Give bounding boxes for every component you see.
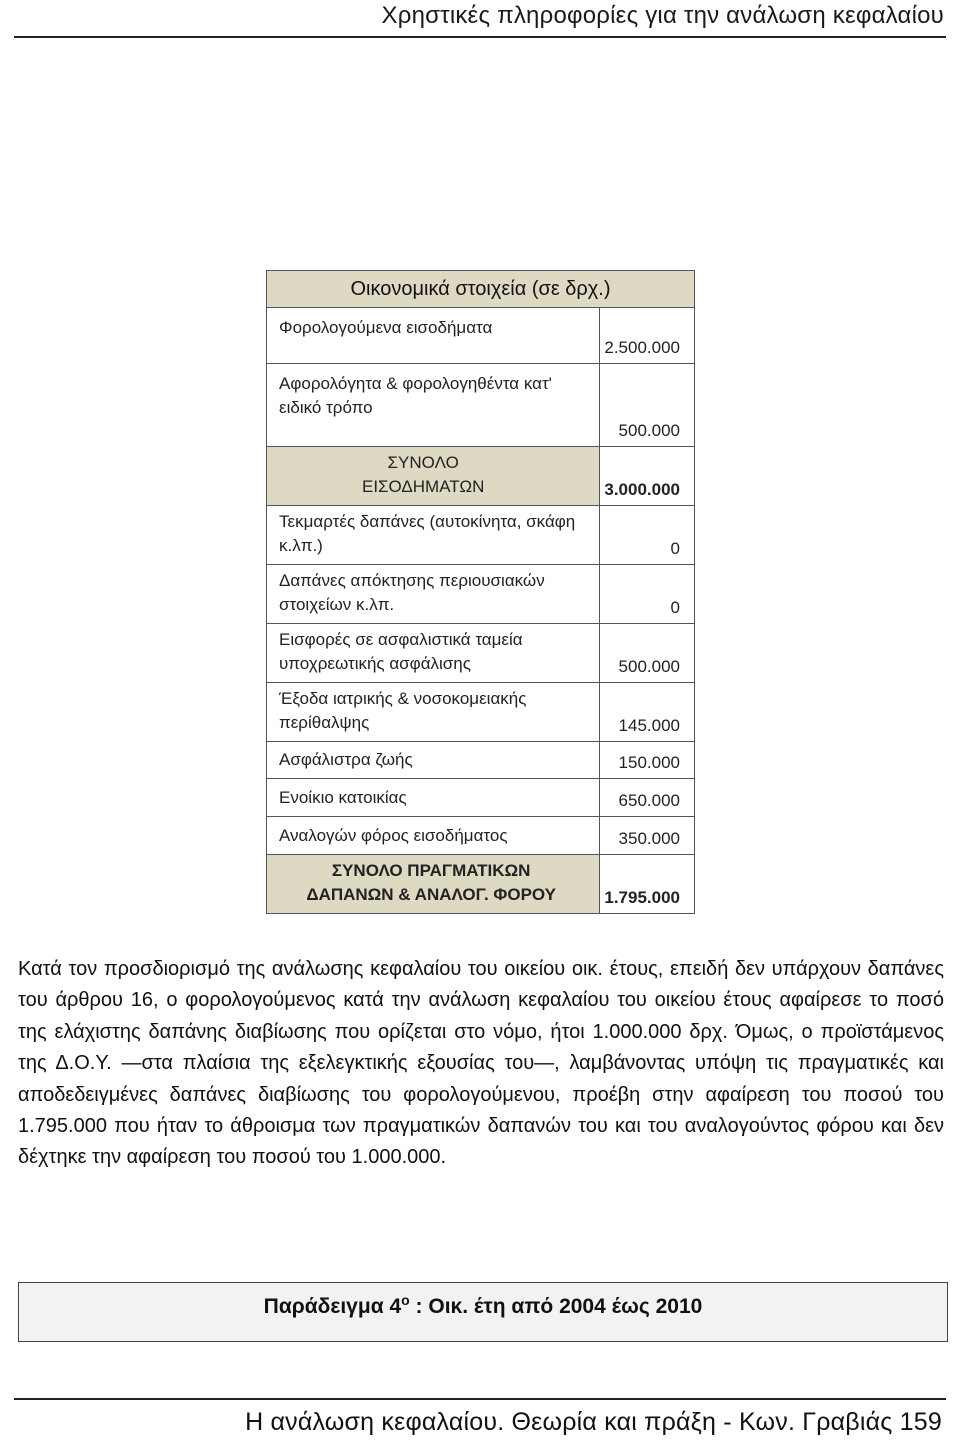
row-label: Αφορολόγητα & φορολογηθέντα κατ' ειδικό τρόπο [267, 364, 600, 447]
example-title [19, 1292, 947, 1319]
example-title-suffix: : Οικ. έτη από 2004 έως 2010 [409, 1295, 703, 1318]
financial-data-table [266, 270, 695, 914]
table-row [267, 624, 695, 683]
total-income-label: ΣΥΝΟΛΟ ΕΙΣΟΔΗΜΑΤΩΝ [267, 447, 600, 506]
table-row-total [267, 447, 695, 506]
example-title-superscript: ο [401, 1292, 410, 1308]
footer-divider [14, 1398, 946, 1400]
row-value: 0 [600, 506, 695, 565]
total-expenses-label: ΣΥΝΟΛΟ ΠΡΑΓΜΑΤΙΚΩΝ ΔΑΠΑΝΩΝ & ΑΝΑΛΟΓ. ΦΟΡΟΥ [267, 855, 600, 914]
table-row [267, 364, 695, 447]
footer-text: Η ανάλωση κεφαλαίου. Θεωρία και πράξη - Κων. Γραβιάς 159 [245, 1408, 942, 1436]
row-value: 500.000 [600, 364, 695, 447]
example-heading-box [18, 1282, 948, 1342]
header-title: Χρηστικές πληροφορίες για την ανάλωση κεφαλαίου [381, 2, 944, 29]
row-value: 2.500.000 [600, 308, 695, 364]
row-label: Φορολογούμενα εισοδήματα [267, 308, 600, 364]
table-title-row [267, 271, 695, 308]
table-row [267, 506, 695, 565]
row-value: 0 [600, 565, 695, 624]
header-divider [14, 36, 946, 38]
table-row-total [267, 855, 695, 914]
row-value: 150.000 [600, 742, 695, 779]
total-expenses-value: 1.795.000 [600, 855, 695, 914]
table-row [267, 683, 695, 742]
table-row [267, 565, 695, 624]
row-value: 350.000 [600, 817, 695, 855]
row-label: Εισφορές σε ασφαλιστικά ταμεία υποχρεωτικής ασφάλισης [267, 624, 600, 683]
row-value: 145.000 [600, 683, 695, 742]
row-label: Ενοίκιο κατοικίας [267, 779, 600, 817]
table-row [267, 742, 695, 779]
row-label: Ασφάλιστρα ζωής [267, 742, 600, 779]
total-income-value: 3.000.000 [600, 447, 695, 506]
row-label: Δαπάνες απόκτησης περιουσιακών στοιχείων κ.λπ. [267, 565, 600, 624]
row-value: 650.000 [600, 779, 695, 817]
row-label: Αναλογών φόρος εισοδήματος [267, 817, 600, 855]
table-title: Οικονομικά στοιχεία (σε δρχ.) [267, 271, 695, 308]
page-header [14, 0, 946, 40]
row-value: 500.000 [600, 624, 695, 683]
row-label: Έξοδα ιατρικής & νοσοκομειακής περίθαλψης [267, 683, 600, 742]
example-title-prefix: Παράδειγμα 4 [263, 1295, 402, 1318]
table-row [267, 817, 695, 855]
table-row [267, 779, 695, 817]
row-label: Τεκμαρτές δαπάνες (αυτοκίνητα, σκάφη κ.λπ.) [267, 506, 600, 565]
table-row [267, 308, 695, 364]
explanation-paragraph: Κατά τον προσδιορισμό της ανάλωσης κεφαλαίου του οικείου οικ. έτους, επειδή δεν υπάρχουν δαπάνες του άρθρου 16, ο φορολογούμενος κατά την ανάλωση κεφαλαίου του οικείου έτους αφαίρεσε το ποσό της ελάχιστης δαπάνης διαβίωσης που ορίζεται στο νόμο, ήτοι 1.000.000 δρχ. Όμως, ο προϊστάμενος της Δ.Ο.Υ. —στα πλαίσια της εξελεγκτικής εξουσίας του—, λαμβάνοντας υπόψη τις πραγματικές και αποδεδειγμένες δαπάνες διαβίωσης του φορολογούμενου, προέβη στην αφαίρεση του ποσού του 1.795.000 που ήταν το άθροισμα των πραγματικών δαπανών του και του αναλογούντος φόρου και δεν δέχτηκε την αφαίρεση του ποσού του 1.000.000. [18, 958, 944, 1169]
